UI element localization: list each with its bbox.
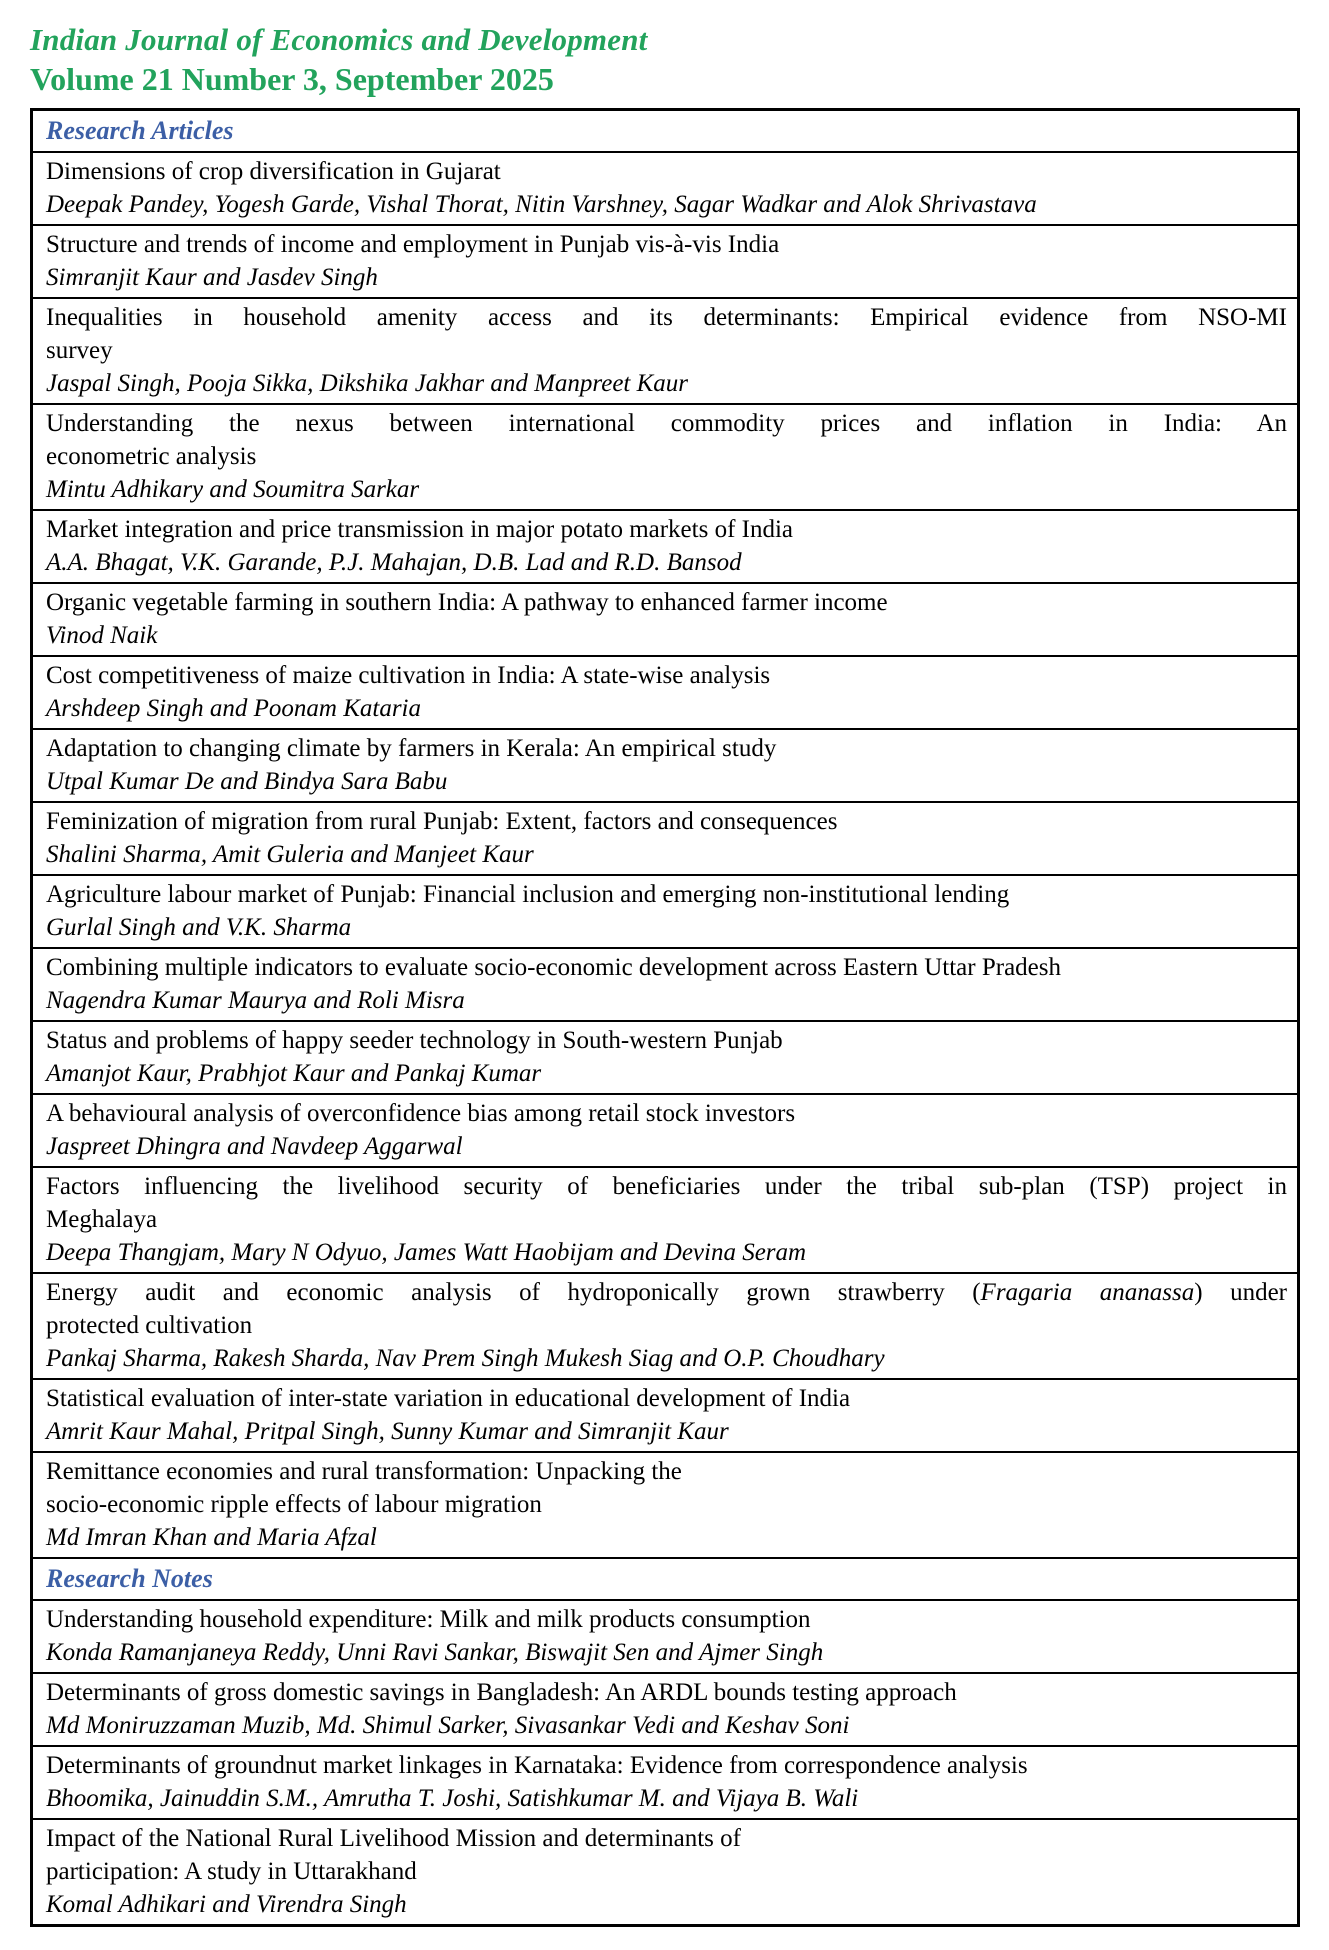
section-label: Research Articles [46, 116, 234, 145]
article-title [46, 1455, 1287, 1521]
article-title [46, 586, 1287, 619]
article-authors: Simranjit Kaur and Jasdev Singh [46, 264, 378, 291]
title-line: Adaptation to changing climate by farmers in Kerala: An empirical study [46, 735, 777, 762]
title-line: Factors influencing the livelihood security of beneficiaries under the tribal sub-plan (TSP) project in [46, 1173, 1287, 1200]
toc-row [33, 224, 1297, 297]
article-title [46, 1170, 1287, 1236]
title-line: econometric analysis [46, 443, 257, 470]
title-line [46, 1276, 1287, 1309]
section-label: Research Notes [46, 1564, 213, 1593]
toc-row [33, 297, 1297, 403]
article-title [46, 228, 1287, 261]
article-authors: Amrit Kaur Mahal, Pritpal Singh, Sunny Kumar and Simranjit Kaur [46, 1418, 729, 1445]
article-title [46, 155, 1287, 188]
article-authors: Md Imran Khan and Maria Afzal [46, 1524, 377, 1551]
title-line: Statistical evaluation of inter-state variation in educational development of India [46, 1385, 851, 1412]
toc-row [33, 1599, 1297, 1672]
article-authors: Pankaj Sharma, Rakesh Sharda, Nav Prem Singh Mukesh Siag and O.P. Choudhary [46, 1345, 885, 1372]
article-title [46, 659, 1287, 692]
title-line: Remittance economies and rural transformation: Unpacking the [46, 1458, 682, 1485]
title-line: Status and problems of happy seeder technology in South-western Punjab [46, 1027, 783, 1054]
article-title [46, 1382, 1287, 1415]
article-title [46, 301, 1287, 367]
article-title [46, 513, 1287, 546]
article-authors: Amanjot Kaur, Prabhjot Kaur and Pankaj Kumar [46, 1060, 542, 1087]
toc-row [33, 1166, 1297, 1272]
title-line: Determinants of gross domestic savings in Bangladesh: An ARDL bounds testing approach [46, 1679, 957, 1706]
article-title [46, 1676, 1287, 1709]
title-line: Cost competitiveness of maize cultivation in India: A state-wise analysis [46, 662, 771, 689]
toc-row [33, 1818, 1297, 1924]
article-title [46, 1603, 1287, 1636]
species-name-italic: Fragaria ananassa [980, 1279, 1195, 1306]
toc-row [33, 1093, 1297, 1166]
toc-row [33, 655, 1297, 728]
toc-row [33, 1451, 1297, 1557]
issue-line: Volume 21 Number 3, September 2025 [30, 61, 554, 97]
toc-table [30, 108, 1300, 1927]
article-authors: Deepak Pandey, Yogesh Garde, Vishal Thorat, Nitin Varshney, Sagar Wadkar and Alok Shrivastava [46, 191, 1037, 218]
section-header-research-articles [33, 111, 1297, 151]
title-text-run: Energy audit and economic analysis of hydroponically grown strawberry ( [46, 1279, 981, 1306]
article-title [46, 732, 1287, 765]
toc-row [33, 947, 1297, 1020]
article-authors: Mintu Adhikary and Soumitra Sarkar [46, 476, 420, 503]
article-authors: A.A. Bhagat, V.K. Garande, P.J. Mahajan, D.B. Lad and R.D. Bansod [46, 549, 742, 576]
toc-row [33, 1272, 1297, 1378]
toc-row [33, 874, 1297, 947]
toc-row [33, 801, 1297, 874]
article-title [46, 878, 1287, 911]
title-line: Organic vegetable farming in southern India: A pathway to enhanced farmer income [46, 589, 888, 616]
article-authors: Utpal Kumar De and Bindya Sara Babu [46, 768, 448, 795]
article-title [46, 407, 1287, 473]
article-authors: Nagendra Kumar Maurya and Roli Misra [46, 987, 465, 1014]
toc-row [33, 728, 1297, 801]
toc-row [33, 1378, 1297, 1451]
article-authors: Bhoomika, Jainuddin S.M., Amrutha T. Joshi, Satishkumar M. and Vijaya B. Wali [46, 1785, 859, 1812]
title-line: survey [46, 337, 113, 364]
article-authors: Komal Adhikari and Virendra Singh [46, 1891, 407, 1918]
article-authors: Arshdeep Singh and Poonam Kataria [46, 695, 421, 722]
title-line: participation: A study in Uttarakhand [46, 1858, 417, 1885]
article-title [46, 1097, 1287, 1130]
title-line: Meghalaya [46, 1206, 158, 1233]
title-line: Impact of the National Rural Livelihood Mission and determinants of [46, 1825, 741, 1852]
article-title [46, 805, 1287, 838]
toc-row [33, 509, 1297, 582]
title-line: Structure and trends of income and employment in Punjab vis-à-vis India [46, 231, 780, 258]
toc-row [33, 1672, 1297, 1745]
article-authors: Jaspal Singh, Pooja Sikka, Dikshika Jakhar and Manpreet Kaur [46, 370, 689, 397]
article-title [46, 951, 1287, 984]
toc-row [33, 1745, 1297, 1818]
toc-row [33, 403, 1297, 509]
article-title [46, 1822, 1287, 1888]
title-line: Combining multiple indicators to evaluate socio-economic development across Eastern Uttar Pradesh [46, 954, 1062, 981]
article-title [46, 1024, 1287, 1057]
title-line: Market integration and price transmission in major potato markets of India [46, 516, 794, 543]
article-title [46, 1749, 1287, 1782]
article-authors: Md Moniruzzaman Muzib, Md. Shimul Sarker, Sivasankar Vedi and Keshav Soni [46, 1712, 850, 1739]
section-header-research-notes [33, 1557, 1297, 1599]
toc-row [33, 1020, 1297, 1093]
title-line: Understanding household expenditure: Milk and milk products consumption [46, 1606, 811, 1633]
toc-row [33, 582, 1297, 655]
title-line: Inequalities in household amenity access and its determinants: Empirical evidence from NSO-MI [46, 304, 1287, 331]
article-authors: Vinod Naik [46, 622, 158, 649]
article-authors: Konda Ramanjaneya Reddy, Unni Ravi Sankar, Biswajit Sen and Ajmer Singh [46, 1639, 824, 1666]
title-line: Understanding the nexus between international commodity prices and inflation in India: An [46, 410, 1287, 437]
title-line: socio-economic ripple effects of labour migration [46, 1491, 542, 1518]
toc-row [33, 151, 1297, 224]
article-authors: Gurlal Singh and V.K. Sharma [46, 914, 352, 941]
article-title [46, 1276, 1287, 1342]
article-authors: Jaspreet Dhingra and Navdeep Aggarwal [46, 1133, 463, 1160]
title-line: protected cultivation [46, 1312, 253, 1339]
title-line: Feminization of migration from rural Punjab: Extent, factors and consequences [46, 808, 838, 835]
article-authors: Deepa Thangjam, Mary N Odyuo, James Watt Haobijam and Devina Seram [46, 1239, 807, 1266]
title-line: Agriculture labour market of Punjab: Financial inclusion and emerging non-institutional lending [46, 881, 1010, 908]
journal-title: Indian Journal of Economics and Development [30, 22, 648, 57]
title-line: Determinants of groundnut market linkages in Karnataka: Evidence from correspondence analysis [46, 1752, 1028, 1779]
title-text-run: ) under [1194, 1279, 1287, 1306]
title-line: Dimensions of crop diversification in Gujarat [46, 158, 501, 185]
article-authors: Shalini Sharma, Amit Guleria and Manjeet Kaur [46, 841, 534, 868]
title-line: A behavioural analysis of overconfidence bias among retail stock investors [46, 1100, 796, 1127]
